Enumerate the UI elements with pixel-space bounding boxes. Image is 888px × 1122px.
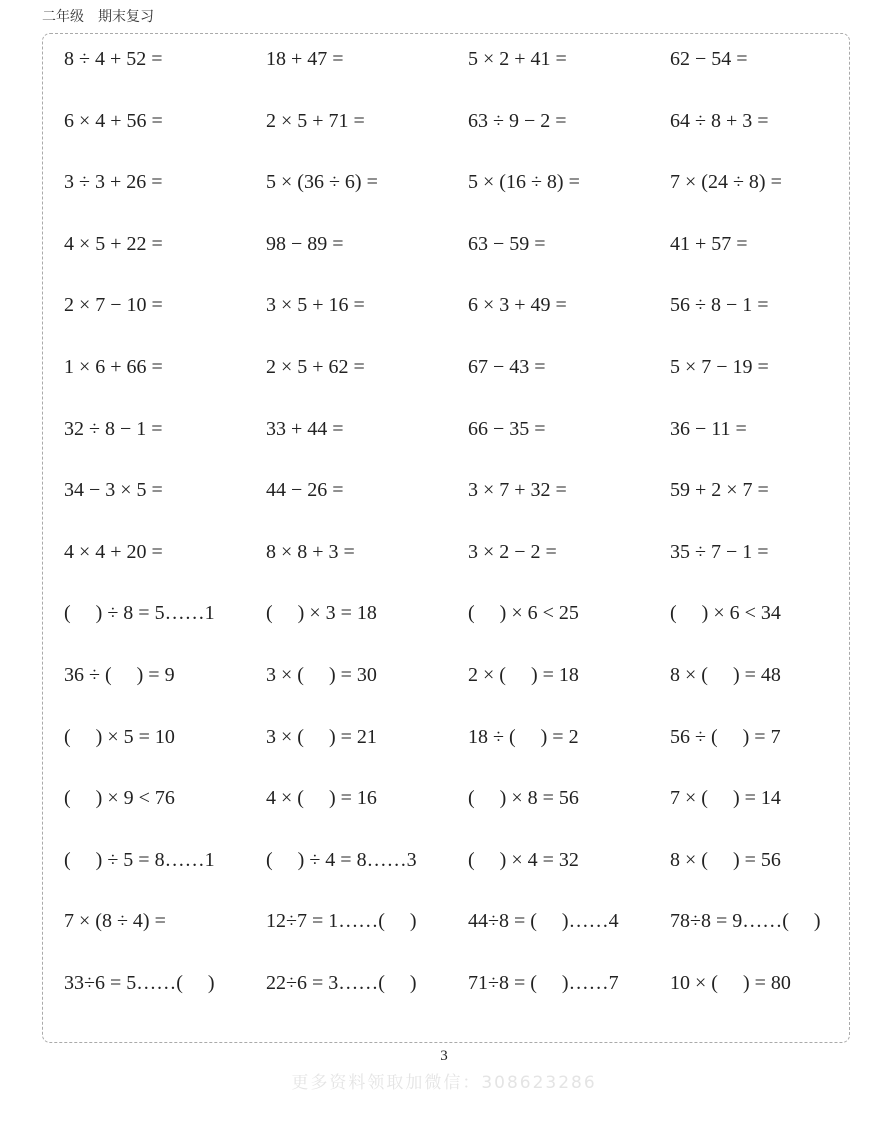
math-problem: 7 × (24 ÷ 8) = <box>670 171 782 194</box>
math-problem: 8 × 8 + 3 = <box>266 540 355 563</box>
math-problem: 3 × 2 − 2 = <box>468 540 557 563</box>
math-problem: 3 × ( ) = 21 <box>266 725 377 748</box>
math-problem: 32 ÷ 8 − 1 = <box>64 417 163 440</box>
math-problem: 4 × ( ) = 16 <box>266 787 377 810</box>
page-number: 3 <box>440 1048 448 1064</box>
math-problem: 98 − 89 = <box>266 232 344 255</box>
math-problem: 7 × (8 ÷ 4) = <box>64 910 166 933</box>
math-problem: 2 × ( ) = 18 <box>468 664 579 686</box>
math-problem: 63 ÷ 9 − 2 = <box>468 109 567 132</box>
math-problem: 33÷6 = 5……( ) <box>64 972 215 994</box>
math-problem: 1 × 6 + 66 = <box>64 356 163 378</box>
math-problem: 18 + 47 = <box>266 48 344 70</box>
math-problem: 7 × ( ) = 14 <box>670 787 781 810</box>
math-problem: 5 × 2 + 41 = <box>468 48 567 70</box>
math-problem: ( ) × 6 < 34 <box>670 602 781 625</box>
math-problem: 59 + 2 × 7 = <box>670 479 769 502</box>
math-problem: 36 − 11 = <box>670 417 747 440</box>
watermark: 更多资料领取加微信：308623286 <box>291 1073 597 1093</box>
math-problem: ( ) × 8 = 56 <box>468 787 579 810</box>
math-problem: 2 × 5 + 62 = <box>266 356 365 378</box>
math-problem: 3 × ( ) = 30 <box>266 664 377 686</box>
math-problem: ( ) × 6 < 25 <box>468 602 579 625</box>
math-problem: 5 × (36 ÷ 6) = <box>266 171 378 194</box>
math-problem: 63 − 59 = <box>468 232 546 255</box>
math-problem: 4 × 5 + 22 = <box>64 232 163 255</box>
math-problem: 41 + 57 = <box>670 232 748 255</box>
math-problem: ( ) × 4 = 32 <box>468 848 579 871</box>
math-problem: 12÷7 = 1……( ) <box>266 910 417 933</box>
math-problem: 44 − 26 = <box>266 479 344 502</box>
math-problem: 2 × 7 − 10 = <box>64 294 163 317</box>
math-problem: 62 − 54 = <box>670 48 748 70</box>
math-problem: ( ) ÷ 4 = 8……3 <box>266 848 417 871</box>
math-problem: 2 × 5 + 71 = <box>266 109 365 132</box>
math-problem: 8 × ( ) = 56 <box>670 848 781 871</box>
math-problem: 18 ÷ ( ) = 2 <box>468 725 579 748</box>
math-problem: 34 − 3 × 5 = <box>64 479 163 502</box>
math-problem: ( ) ÷ 8 = 5……1 <box>64 602 215 625</box>
math-problem: 78÷8 = 9……( ) <box>670 910 821 933</box>
math-problem: 22÷6 = 3……( ) <box>266 972 417 994</box>
math-problem: 35 ÷ 7 − 1 = <box>670 540 769 563</box>
math-problem: 5 × (16 ÷ 8) = <box>468 171 580 194</box>
worksheet-header: 二年级 期末复习 <box>42 9 154 25</box>
math-problem: 64 ÷ 8 + 3 = <box>670 109 769 132</box>
math-problem: 8 × ( ) = 48 <box>670 664 781 686</box>
math-problem: 71÷8 = ( )……7 <box>468 972 619 994</box>
math-problem: 56 ÷ ( ) = 7 <box>670 725 781 748</box>
math-problem: 5 × 7 − 19 = <box>670 356 769 378</box>
math-problem: 36 ÷ ( ) = 9 <box>64 664 175 686</box>
math-problem: ( ) × 5 = 10 <box>64 725 175 748</box>
math-problem: 56 ÷ 8 − 1 = <box>670 294 769 317</box>
math-problem: 3 × 7 + 32 = <box>468 479 567 502</box>
math-problem: 3 ÷ 3 + 26 = <box>64 171 163 194</box>
math-problem: 67 − 43 = <box>468 356 546 378</box>
math-problem: 44÷8 = ( )……4 <box>468 910 619 933</box>
math-problem: 6 × 3 + 49 = <box>468 294 567 317</box>
math-problem: ( ) × 3 = 18 <box>266 602 377 625</box>
math-problem: 66 − 35 = <box>468 417 546 440</box>
math-problem: 6 × 4 + 56 = <box>64 109 163 132</box>
math-problem: ( ) ÷ 5 = 8……1 <box>64 848 215 871</box>
math-problem: 33 + 44 = <box>266 417 344 440</box>
math-problem: ( ) × 9 < 76 <box>64 787 175 810</box>
math-problem: 8 ÷ 4 + 52 = <box>64 48 163 70</box>
math-problem: 3 × 5 + 16 = <box>266 294 365 317</box>
math-problem: 4 × 4 + 20 = <box>64 540 163 563</box>
math-problem: 10 × ( ) = 80 <box>670 972 791 994</box>
